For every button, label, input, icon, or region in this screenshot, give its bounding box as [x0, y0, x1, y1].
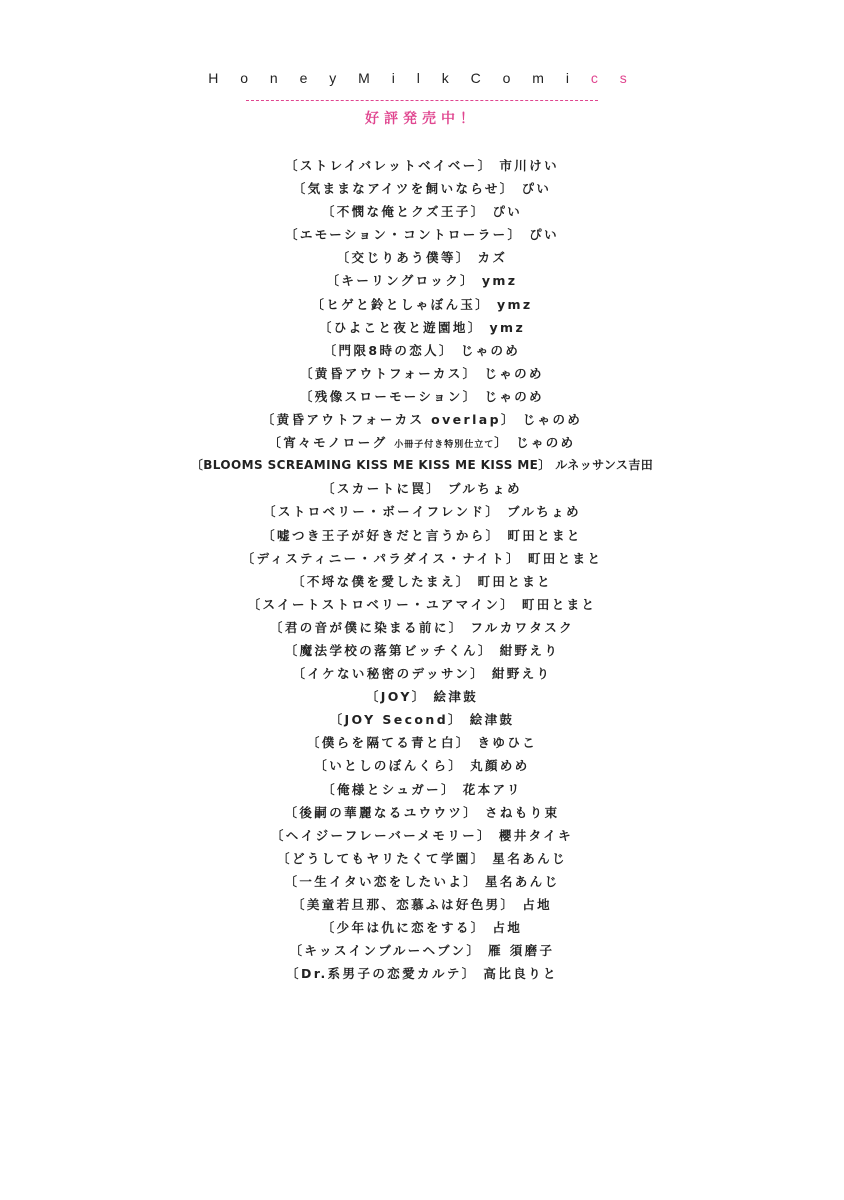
book-author: じゃのめ: [515, 435, 576, 451]
book-author: 町田とまと: [507, 527, 582, 543]
title-row: [0, 593, 844, 616]
book-author: ブルちょめ: [506, 504, 581, 520]
title-row: [0, 500, 844, 523]
book-title: 〔一生イタい恋をしたいよ〕: [284, 873, 479, 889]
book-title-end: 〕: [494, 435, 510, 451]
title-row: [0, 408, 844, 431]
title-row: [0, 362, 844, 385]
book-author: きゆひこ: [477, 735, 538, 751]
book-title: 〔JOY〕: [365, 689, 427, 705]
title-row: [0, 154, 844, 177]
book-author: 星名あんじ: [492, 850, 567, 866]
book-title: 〔どうしてもヤリたくて学園〕: [277, 850, 486, 866]
book-title: 〔ストロベリー・ボーイフレンド〕: [263, 504, 501, 520]
book-title: 〔いとしのぼんくら〕: [314, 758, 464, 774]
book-title: 〔俺様とシュガー〕: [322, 781, 456, 797]
book-author: じゃのめ: [484, 365, 544, 381]
title-row: [0, 454, 844, 477]
book-title: 〔門限8時の恋人〕: [323, 342, 454, 358]
book-author: 占地: [492, 920, 523, 936]
title-row: [0, 385, 844, 408]
title-row: [0, 893, 844, 916]
book-author: ぴい: [492, 204, 523, 220]
book-title: 〔スイートストロベリー・ユアマイン〕: [247, 596, 516, 612]
book-title: 〔不埒な僕を愛したまえ〕: [291, 573, 471, 589]
book-title: 〔嘘つき王子が好きだと言うから〕: [262, 527, 501, 543]
title-row: [0, 269, 844, 292]
title-row: [0, 431, 844, 454]
book-author: 星名あんじ: [484, 873, 560, 889]
title-row: [0, 570, 844, 593]
book-author: じゃのめ: [484, 388, 545, 404]
book-title: 〔ストレイバレットベイベー〕: [285, 158, 493, 173]
title-row: [0, 339, 844, 362]
title-row: [0, 223, 844, 246]
title-row: [0, 870, 844, 893]
title-row: [0, 662, 844, 685]
book-title: 〔ヒゲと鈴としゃぼん玉〕: [311, 296, 491, 312]
title-row: [0, 316, 844, 339]
title-row: [0, 916, 844, 939]
book-author: 占地: [522, 897, 553, 912]
book-title: 〔気ままなアイツを飼いならせ〕: [292, 181, 515, 197]
book-author: ymz: [496, 296, 533, 312]
book-author: 紺野えり: [491, 666, 552, 682]
book-author: フルカワタスク: [470, 619, 575, 635]
brand-accent-letters: c s: [590, 70, 636, 86]
title-row: [0, 200, 844, 223]
book-title: 〔ディスティニー・パラダイス・ナイト〕: [241, 550, 522, 566]
title-row: [0, 547, 844, 570]
book-title: 〔後嗣の華麗なるユウウツ〕: [284, 804, 479, 820]
brand-lead: H o n e y M i l k C o m i: [208, 70, 591, 86]
book-author: ymz: [489, 319, 526, 335]
book-author: 花本アリ: [462, 781, 522, 797]
title-row: [0, 639, 844, 662]
book-title: 〔キッスインブルーヘブン〕: [289, 943, 482, 959]
title-row: [0, 177, 844, 200]
title-row: [0, 616, 844, 639]
book-author: ぴい: [529, 227, 559, 243]
book-title: 〔Dr.系男子の恋愛カルテ〕: [286, 966, 477, 982]
title-row: [0, 524, 844, 547]
book-title: 〔キーリングロック〕: [326, 273, 476, 289]
book-author: 市川けい: [499, 158, 559, 173]
book-title: 〔美童若旦那、恋慕ふは好色男〕: [291, 897, 516, 912]
page-subtitle: 好評発売中！: [365, 111, 479, 127]
book-title: 〔エモーション・コントローラー〕: [285, 227, 523, 243]
book-author: 櫻井タイキ: [498, 827, 574, 843]
book-title: 〔僕らを隔てる青と白〕: [306, 735, 471, 751]
book-author: ルネッサンス吉田: [555, 458, 654, 473]
dashed-divider: [246, 100, 598, 101]
book-title: 〔ヘイジーフレーバーメモリー〕: [270, 827, 493, 843]
book-author: 紺野えり: [499, 642, 560, 658]
book-title: 〔宵々モノローグ: [268, 435, 388, 451]
book-author: じゃのめ: [522, 412, 583, 428]
title-row: [0, 477, 844, 500]
title-row: [0, 824, 844, 847]
book-author: 絵津鼓: [433, 689, 479, 705]
title-list: [0, 154, 844, 985]
book-author: さねもり束: [484, 804, 560, 820]
title-row: [0, 847, 844, 870]
book-title: 〔黄昏アウトフォーカス overlap〕: [261, 412, 516, 428]
title-row: [0, 293, 844, 316]
book-author: 町田とまと: [477, 573, 553, 589]
book-author: 絵津鼓: [469, 712, 515, 728]
title-row: [0, 246, 844, 269]
book-author: ぴい: [521, 181, 552, 197]
title-row: [0, 685, 844, 708]
title-row: [0, 778, 844, 801]
header: [0, 68, 844, 129]
book-author: 丸顔めめ: [470, 758, 530, 774]
book-author: カズ: [477, 250, 508, 266]
book-author: 高比良りと: [483, 966, 558, 982]
book-title: 〔イケない秘密のデッサン〕: [292, 666, 486, 682]
title-row: [0, 754, 844, 777]
book-author: 町田とまと: [527, 550, 603, 566]
title-row: [0, 708, 844, 731]
book-author: ブルちょめ: [447, 481, 522, 497]
book-author: じゃのめ: [460, 342, 521, 358]
title-row: [0, 731, 844, 754]
book-title: 〔黄昏アウトフォーカス〕: [300, 365, 478, 381]
book-title: 〔交じりあう僕等〕: [336, 250, 471, 266]
book-title: 〔JOY Second〕: [329, 712, 463, 728]
book-title: 〔魔法学校の落第ビッチくん〕: [284, 642, 493, 658]
book-title: 〔少年は仇に恋をする〕: [321, 920, 486, 936]
book-author: 雁 須磨子: [488, 943, 555, 959]
book-title: 〔君の音が僕に染まる前に〕: [269, 619, 464, 635]
book-title: 〔残像スローモーション〕: [299, 388, 478, 404]
book-title-note: 小冊子付き特別仕立て: [394, 440, 495, 451]
book-title: 〔不憫な俺とクズ王子〕: [321, 204, 486, 220]
title-row: [0, 939, 844, 962]
book-title: 〔BLOOMS SCREAMING KISS ME KISS ME KISS ME〕: [190, 458, 551, 473]
book-title: 〔スカートに罠〕: [322, 481, 442, 497]
book-author: ymz: [481, 273, 518, 289]
brand-logo: [0, 68, 844, 88]
book-author: 町田とまと: [521, 596, 597, 612]
title-row: [0, 801, 844, 824]
title-row: [0, 962, 844, 985]
book-title: 〔ひよこと夜と遊園地〕: [318, 319, 483, 335]
